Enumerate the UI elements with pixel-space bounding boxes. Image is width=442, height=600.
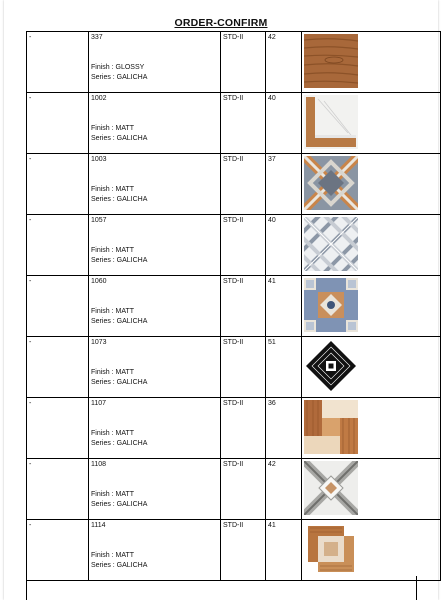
qty-cell: 37 [266,154,302,215]
size-cell: STD-II [221,93,266,154]
tile-image [304,156,358,210]
image-cell [302,337,441,398]
finish-text: Finish : MATT [91,369,135,376]
finish-text: Finish : GLOSSY [91,64,145,71]
table-row [27,398,441,459]
page-title: ORDER-CONFIRM [174,17,268,29]
finish-text: Finish : MATT [91,491,135,498]
item-code: 1108 [91,461,107,468]
finish-text: Finish : MATT [91,125,135,132]
dash-cell: - [27,93,89,154]
image-cell [302,276,441,337]
table-row [27,520,441,581]
tile-image [304,278,358,332]
qty-cell: 36 [266,398,302,459]
item-code: 1107 [91,400,107,407]
tile-image [304,339,358,393]
dash-cell: - [27,276,89,337]
item-cell [89,215,221,276]
size-cell: STD-II [221,154,266,215]
item-code: 1114 [91,522,106,529]
dash-cell: - [27,154,89,215]
item-cell [89,398,221,459]
qty-cell: 40 [266,93,302,154]
finish-text: Finish : MATT [91,308,135,315]
size-cell: STD-II [221,32,266,93]
tile-image [304,400,358,454]
series-text: Series : GALICHA [91,440,148,447]
series-text: Series : GALICHA [91,318,148,325]
table-row [27,276,441,337]
order-table [26,31,441,581]
item-code: 1057 [91,217,107,224]
finish-text: Finish : MATT [91,186,135,193]
dash-cell: - [27,398,89,459]
image-cell [302,459,441,520]
table-row [27,93,441,154]
dash-cell: - [27,32,89,93]
dash-cell: - [27,459,89,520]
size-cell: STD-II [221,459,266,520]
image-cell [302,154,441,215]
item-code: 1002 [91,95,107,102]
item-code: 1060 [91,278,107,285]
image-cell [302,32,441,93]
dash-cell: - [27,337,89,398]
image-cell [302,398,441,459]
qty-cell: 40 [266,215,302,276]
tile-image [304,34,358,88]
item-cell [89,154,221,215]
finish-text: Finish : MATT [91,430,135,437]
dash-cell: - [27,520,89,581]
tile-image [304,217,358,271]
series-text: Series : GALICHA [91,135,148,142]
qty-cell: 41 [266,276,302,337]
size-cell: STD-II [221,520,266,581]
tile-image [304,522,358,576]
size-cell: STD-II [221,215,266,276]
tile-image [304,95,358,149]
size-cell: STD-II [221,276,266,337]
item-code: 1073 [91,339,107,346]
qty-cell: 51 [266,337,302,398]
finish-text: Finish : MATT [91,552,135,559]
tile-image [304,461,358,515]
size-cell: STD-II [221,337,266,398]
image-cell [302,520,441,581]
qty-cell: 41 [266,520,302,581]
table-row [27,32,441,93]
table-continuation [26,576,417,600]
table-row [27,215,441,276]
series-text: Series : GALICHA [91,379,148,386]
qty-cell: 42 [266,459,302,520]
table-row [27,459,441,520]
table-row [27,337,441,398]
series-text: Series : GALICHA [91,257,148,264]
qty-cell: 42 [266,32,302,93]
series-text: Series : GALICHA [91,562,148,569]
series-text: Series : GALICHA [91,196,148,203]
item-cell [89,276,221,337]
series-text: Series : GALICHA [91,501,148,508]
table-row [27,154,441,215]
finish-text: Finish : MATT [91,247,135,254]
item-code: 1003 [91,156,107,163]
item-cell [89,32,221,93]
image-cell [302,215,441,276]
item-cell [89,93,221,154]
series-text: Series : GALICHA [91,74,148,81]
image-cell [302,93,441,154]
dash-cell: - [27,215,89,276]
item-cell [89,520,221,581]
item-code: 337 [91,34,103,41]
item-cell [89,459,221,520]
item-cell [89,337,221,398]
size-cell: STD-II [221,398,266,459]
